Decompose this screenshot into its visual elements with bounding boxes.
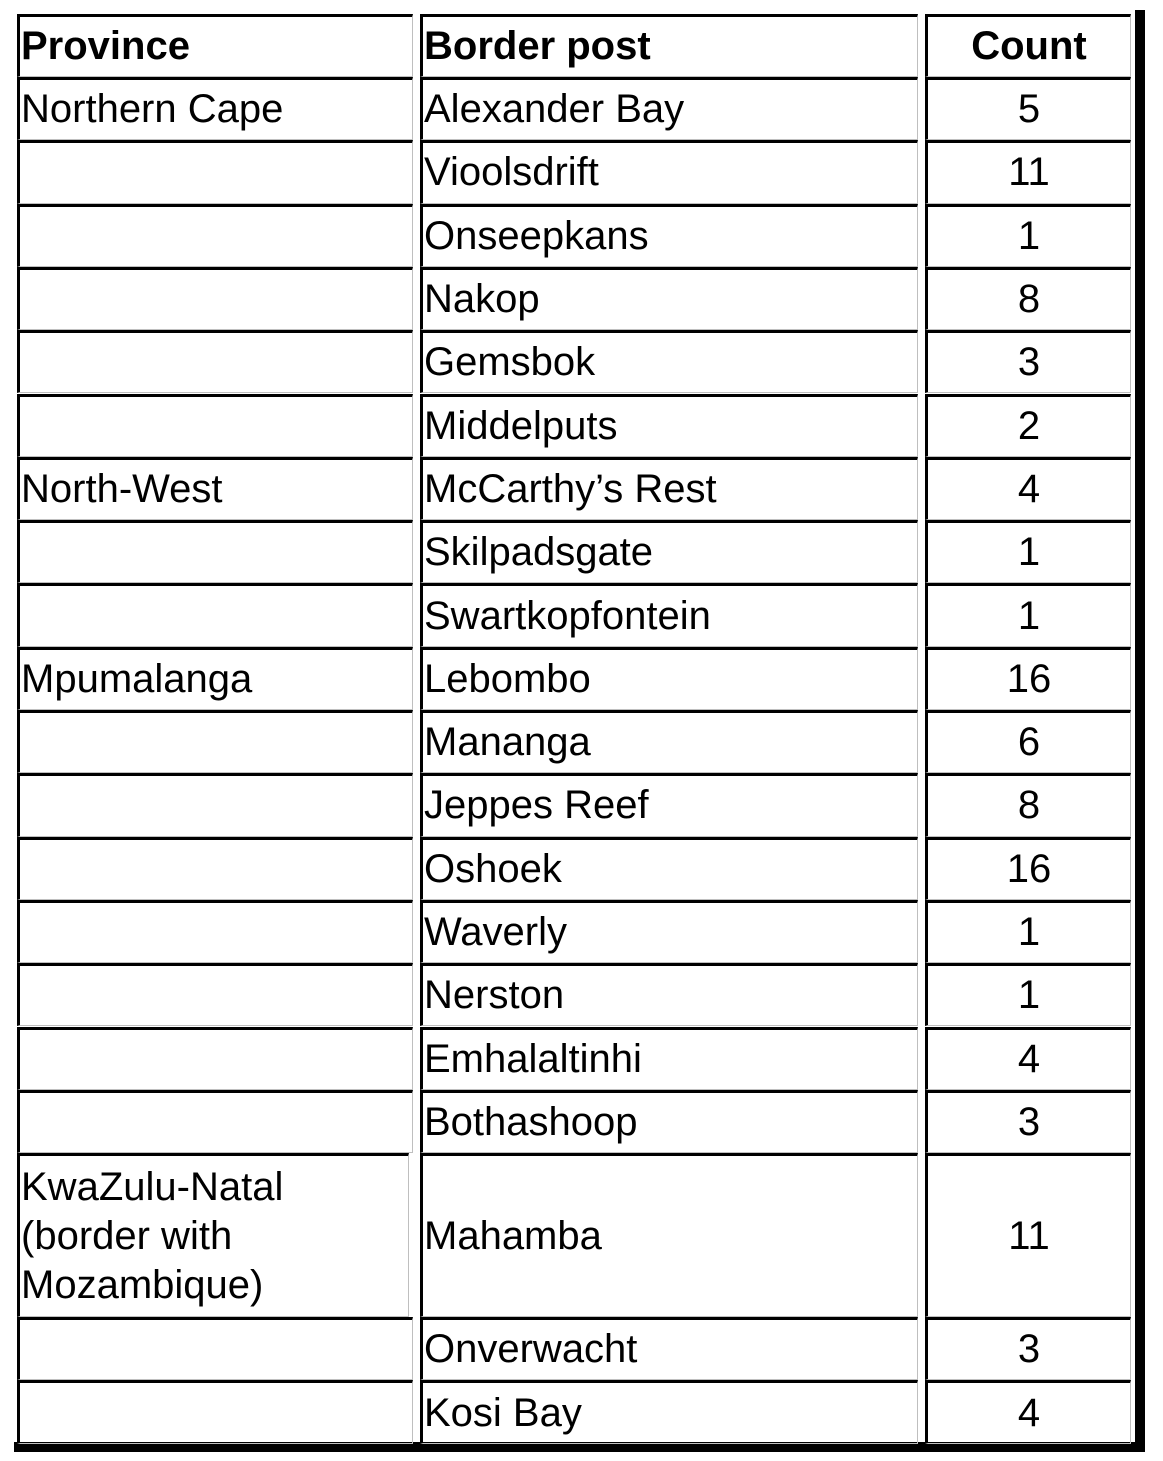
count-cell: 8 [925,773,1131,836]
border-post-cell: Swartkopfontein [420,583,918,646]
province-cell: Northern Cape [17,77,413,140]
province-cell [17,1317,413,1380]
province-cell [17,1090,413,1153]
border-post-cell: Gemsbok [420,330,918,393]
count-cell: 11 [925,1153,1131,1317]
border-post-cell: Kosi Bay [420,1380,918,1443]
count-cell: 4 [925,1027,1131,1090]
count-cell: 1 [925,900,1131,963]
table-row [4,457,1135,520]
province-cell [17,140,413,203]
border-post-table [4,0,1135,1442]
count-cell: 6 [925,710,1131,773]
border-post-cell: Nerston [420,963,918,1026]
border-post-cell: Skilpadsgate [420,520,918,583]
border-post-cell: Vioolsdrift [420,140,918,203]
count-cell: 5 [925,77,1131,140]
table-row [4,520,1135,583]
province-cell [17,963,413,1026]
province-cell [17,583,413,646]
count-cell: 4 [925,457,1131,520]
border-post-cell: Alexander Bay [420,77,918,140]
province-cell: North-West [17,457,413,520]
province-cell: Mpumalanga [17,647,413,710]
count-cell: 1 [925,520,1131,583]
table-header-row [4,14,1135,77]
table-row [4,647,1135,710]
border-post-cell: Mananga [420,710,918,773]
count-cell: 3 [925,1317,1131,1380]
border-post-cell: Middelputs [420,394,918,457]
table-row [4,77,1135,140]
border-post-cell: Jeppes Reef [420,773,918,836]
border-post-cell: Lebombo [420,647,918,710]
header-count: Count [925,14,1131,77]
table-row [4,963,1135,1026]
border-post-cell: Nakop [420,267,918,330]
table-row [4,1380,1135,1443]
province-cell [17,900,413,963]
border-post-cell: Onseepkans [420,204,918,267]
table-row [4,1317,1135,1380]
province-cell [17,204,413,267]
border-post-cell: Waverly [420,900,918,963]
province-cell [17,394,413,457]
count-cell: 1 [925,204,1131,267]
table-row [4,267,1135,330]
table-row [4,773,1135,836]
table-row [4,583,1135,646]
table-row [4,140,1135,203]
table-row [4,204,1135,267]
count-cell: 11 [925,140,1131,203]
province-cell [17,520,413,583]
table-row [4,394,1135,457]
header-border-post: Border post [420,14,918,77]
border-post-cell: Onverwacht [420,1317,918,1380]
province-cell [17,267,413,330]
table-row [4,1153,1135,1317]
province-cell [17,837,413,900]
table-frame [4,0,1135,1442]
count-cell: 16 [925,837,1131,900]
table-row [4,710,1135,773]
province-cell: KwaZulu-Natal (border with Mozambique) [17,1153,409,1317]
border-post-cell: Emhalaltinhi [420,1027,918,1090]
border-post-cell: Bothashoop [420,1090,918,1153]
count-cell: 3 [925,330,1131,393]
province-cell [17,330,413,393]
table-row [4,330,1135,393]
province-cell [17,710,413,773]
table-row [4,1090,1135,1153]
header-province: Province [17,14,413,77]
border-post-cell: McCarthy’s Rest [420,457,918,520]
count-cell: 8 [925,267,1131,330]
border-post-cell: Oshoek [420,837,918,900]
table-row [4,1027,1135,1090]
count-cell: 2 [925,394,1131,457]
province-cell [17,1380,413,1443]
count-cell: 3 [925,1090,1131,1153]
count-cell: 4 [925,1380,1131,1443]
count-cell: 1 [925,583,1131,646]
province-cell [17,773,413,836]
province-cell [17,1027,413,1090]
table-row [4,900,1135,963]
count-cell: 16 [925,647,1131,710]
border-post-cell: Mahamba [420,1153,918,1317]
table-row [4,837,1135,900]
count-cell: 1 [925,963,1131,1026]
